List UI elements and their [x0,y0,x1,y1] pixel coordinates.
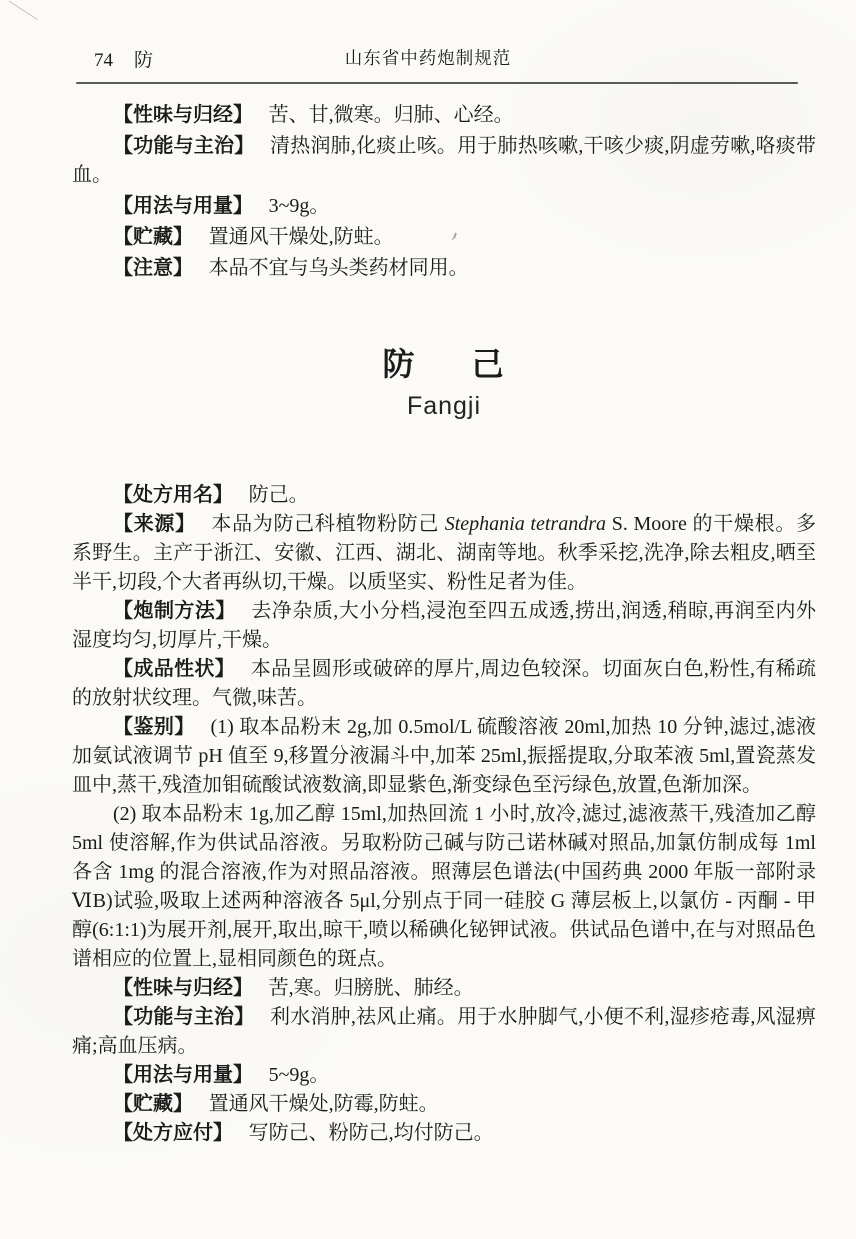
identification-2-section [72,800,816,974]
prev-caution-section [72,254,816,283]
section-text-before-latin: 本品为防己科植物粉防己 [211,513,445,535]
page-header [0,0,856,71]
section-label: 【来源】 [113,513,196,535]
section-text: 3~9g。 [268,195,330,217]
section-label: 【性味与归经】 [113,104,253,126]
latin-binomial: Stephania tetrandra [444,513,606,535]
page-index-char: 防 [134,50,154,71]
section-text: (1) 取本品粉末 2g,加 0.5mol/L 硫酸溶液 20ml,加热 10 分钟,滤过,滤液加氨试液调节 pH 值至 9,移置分液漏斗中,加苯 25ml,振摇提取,分取苯液 5ml,置瓷蒸发皿中,蒸干,残渣加钼硫酸试液数滴,即显紫色,渐变绿色至污绿色,放置,色渐加深。 [72,716,817,796]
title-char-1: 防 [382,346,417,382]
prescription-name-section [72,481,816,510]
section-label: 【性味与归经】 [113,977,253,999]
section-label: 【炮制方法】 [113,600,236,622]
section-text: 5~9g。 [268,1064,330,1086]
section-text: 苦,寒。归膀胱、肺经。 [268,977,474,999]
section-text: 置通风干燥处,防蛀。 [208,226,394,248]
section-label: 【处方应付】 [113,1122,233,1144]
monograph-title-block [72,346,816,421]
title-char-2: 己 [471,346,506,382]
prev-storage-section [72,223,816,252]
section-label: 【贮藏】 [113,226,193,248]
section-text: 置通风干燥处,防霉,防蛀。 [208,1093,439,1115]
section-text: 防己。 [248,484,309,506]
section-label: 【贮藏】 [113,1093,193,1115]
section-label: 【注意】 [113,257,193,279]
functions-indications-section [72,1003,816,1061]
properties-meridians-section [72,974,816,1003]
section-label: 【鉴别】 [113,716,195,738]
section-label: 【功能与主治】 [113,1006,255,1028]
section-label: 【功能与主治】 [113,135,255,157]
running-book-title: 山东省中药炮制规范 [344,48,512,68]
page-number: 74 [94,50,113,71]
section-label: 【成品性状】 [113,658,236,680]
section-text: 去净杂质,大小分档,浸泡至四五成透,捞出,润透,稍晾,再润至内外湿度均匀,切厚片,干燥。 [72,600,817,651]
section-text-after-latin: 的干燥根。多系野生。主产于浙江、安徽、江西、湖北、湖南等地。秋季采挖,洗净,除去粗皮,晒至半干,切段,个大者再纵切,干燥。以质坚实、粉性足者为佳。 [72,513,817,593]
section-text: 写防己、粉防己,均付防己。 [248,1122,494,1144]
section-label: 【处方用名】 [113,484,233,506]
identification-1-section [72,713,816,800]
monograph-title-cn [72,346,816,382]
source-section [72,510,816,597]
latin-author: S. Moore [606,513,693,535]
dosage-section [72,1061,816,1090]
page-body [72,101,816,1148]
section-label: 【用法与用量】 [113,1064,253,1086]
dispensing-section [72,1119,816,1148]
section-text: (2) 取本品粉末 1g,加乙醇 15ml,加热回流 1 小时,放冷,滤过,滤液蒸干,残渣加乙醇 5ml 使溶解,作为供试品溶液。另取粉防己碱与防己诺林碱对照品,加氯仿制成每 1ml 各含 1mg 的混合溶液,作为对照品溶液。照薄层色谱法(中国药典 2000 年版一部附录ⅥB)试验,吸取上述两种溶液各 5μl,分别点于同一硅胶 G 薄层板上,以氯仿 - 丙酮 - 甲醇(6:1:1)为展开剂,展开,取出,晾干,喷以稀碘化铋钾试液。供试品色谱中,在与对照品色谱相应的位置上,显相同颜色的斑点。 [72,803,816,970]
prev-dosage-section [72,192,816,221]
section-text: 利水消肿,祛风止痛。用于水肿脚气,小便不利,湿疹疮毒,风湿痹痛;高血压病。 [72,1006,817,1057]
previous-monograph-tail [72,101,816,283]
monograph-title-pinyin: Fangji [406,392,482,420]
storage-section [72,1090,816,1119]
section-text: 本品不宜与乌头类药材同用。 [208,257,469,279]
monograph-body [72,481,816,1148]
section-text: 清热润肺,化痰止咳。用于肺热咳嗽,干咳少痰,阴虚劳嗽,咯痰带血。 [72,135,817,186]
section-text: 苦、甘,微寒。归肺、心经。 [268,104,514,126]
product-characters-section [72,655,816,713]
section-label: 【用法与用量】 [113,195,253,217]
header-rule [76,82,798,84]
prev-properties-meridians-section [72,101,816,130]
section-text: 本品呈圆形或破碎的厚片,周边色较深。切面灰白色,粉性,有稀疏的放射状纹理。气微,味苦。 [72,658,817,709]
prev-functions-indications-section [72,132,816,190]
folio [94,45,153,72]
processing-method-section [72,597,816,655]
